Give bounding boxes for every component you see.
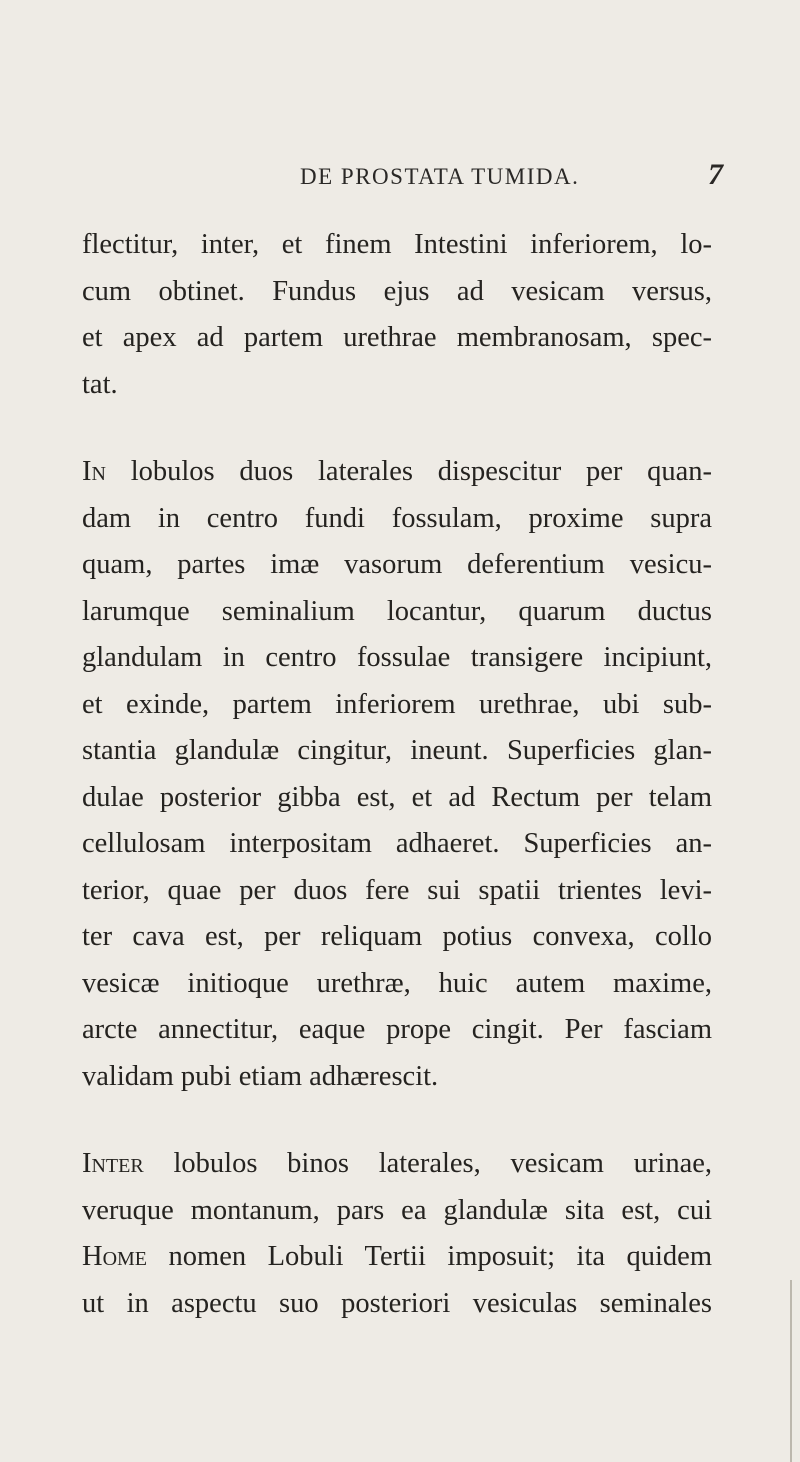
lead-word: In (82, 456, 106, 487)
text-line: validam pubi etiam adhærescit. (82, 1060, 439, 1092)
text-line: et apex ad partem urethrae membranosam, spec- (82, 322, 712, 353)
text-line: vesicæ initioque urethræ, huic autem maxime, (82, 967, 712, 999)
text-line (82, 1234, 712, 1281)
text-line: dulae posterior gibba est, et ad Rectum per telam (82, 781, 712, 813)
author-name: Home (82, 1241, 148, 1272)
line-rest: nomen Lobuli Tertii imposuit; ita quidem (147, 1241, 712, 1272)
body-text (82, 222, 712, 1327)
text-line: ter cava est, per reliquam potius convexa, collo (82, 921, 712, 952)
text-line: veruque montanum, pars ea glandulæ sita est, cui (82, 1194, 712, 1226)
running-head: DE PROSTATA TUMIDA. (300, 164, 580, 189)
text-line: glandulam in centro fossulae transigere incipiunt, (82, 642, 712, 673)
text-line: terior, quae per duos fere sui spatii trientes levi- (82, 874, 712, 906)
text-line: arcte annectitur, eaque prope cingit. Per fasciam (82, 1014, 712, 1045)
text-line: ut in aspectu suo posteriori vesiculas seminales (82, 1287, 712, 1319)
text-line: dam in centro fundi fossulam, proxime supra (82, 502, 712, 534)
paragraph-3 (82, 1141, 712, 1327)
text-line: quam, partes imæ vasorum deferentium vesicu- (82, 549, 712, 580)
paragraph-1 (82, 222, 712, 408)
text-line: cum obtinet. Fundus ejus ad vesicam versus, (82, 275, 712, 307)
paragraph-2 (82, 449, 712, 1100)
page-number: 7 (708, 158, 723, 191)
text-line: et exinde, partem inferiorem urethrae, ubi sub- (82, 688, 712, 720)
text-line: cellulosam interpositam adhaeret. Superficies an- (82, 828, 712, 859)
text-line (82, 1141, 712, 1188)
line-rest: lobulos binos laterales, vesicam urinae, (143, 1148, 712, 1179)
text-line: flectitur, inter, et finem Intestini inferiorem, lo- (82, 229, 712, 260)
text-line: tat. (82, 368, 118, 400)
page-edge-shadow (790, 1280, 792, 1462)
text-line: larumque seminalium locantur, quarum ductus (82, 595, 712, 627)
lead-word: Inter (82, 1148, 144, 1179)
text-line (82, 449, 712, 496)
text-line: stantia glandulæ cingitur, ineunt. Superficies glan- (82, 735, 712, 766)
line-rest: lobulos duos laterales dispescitur per quan- (105, 456, 712, 487)
page-header (0, 158, 800, 198)
